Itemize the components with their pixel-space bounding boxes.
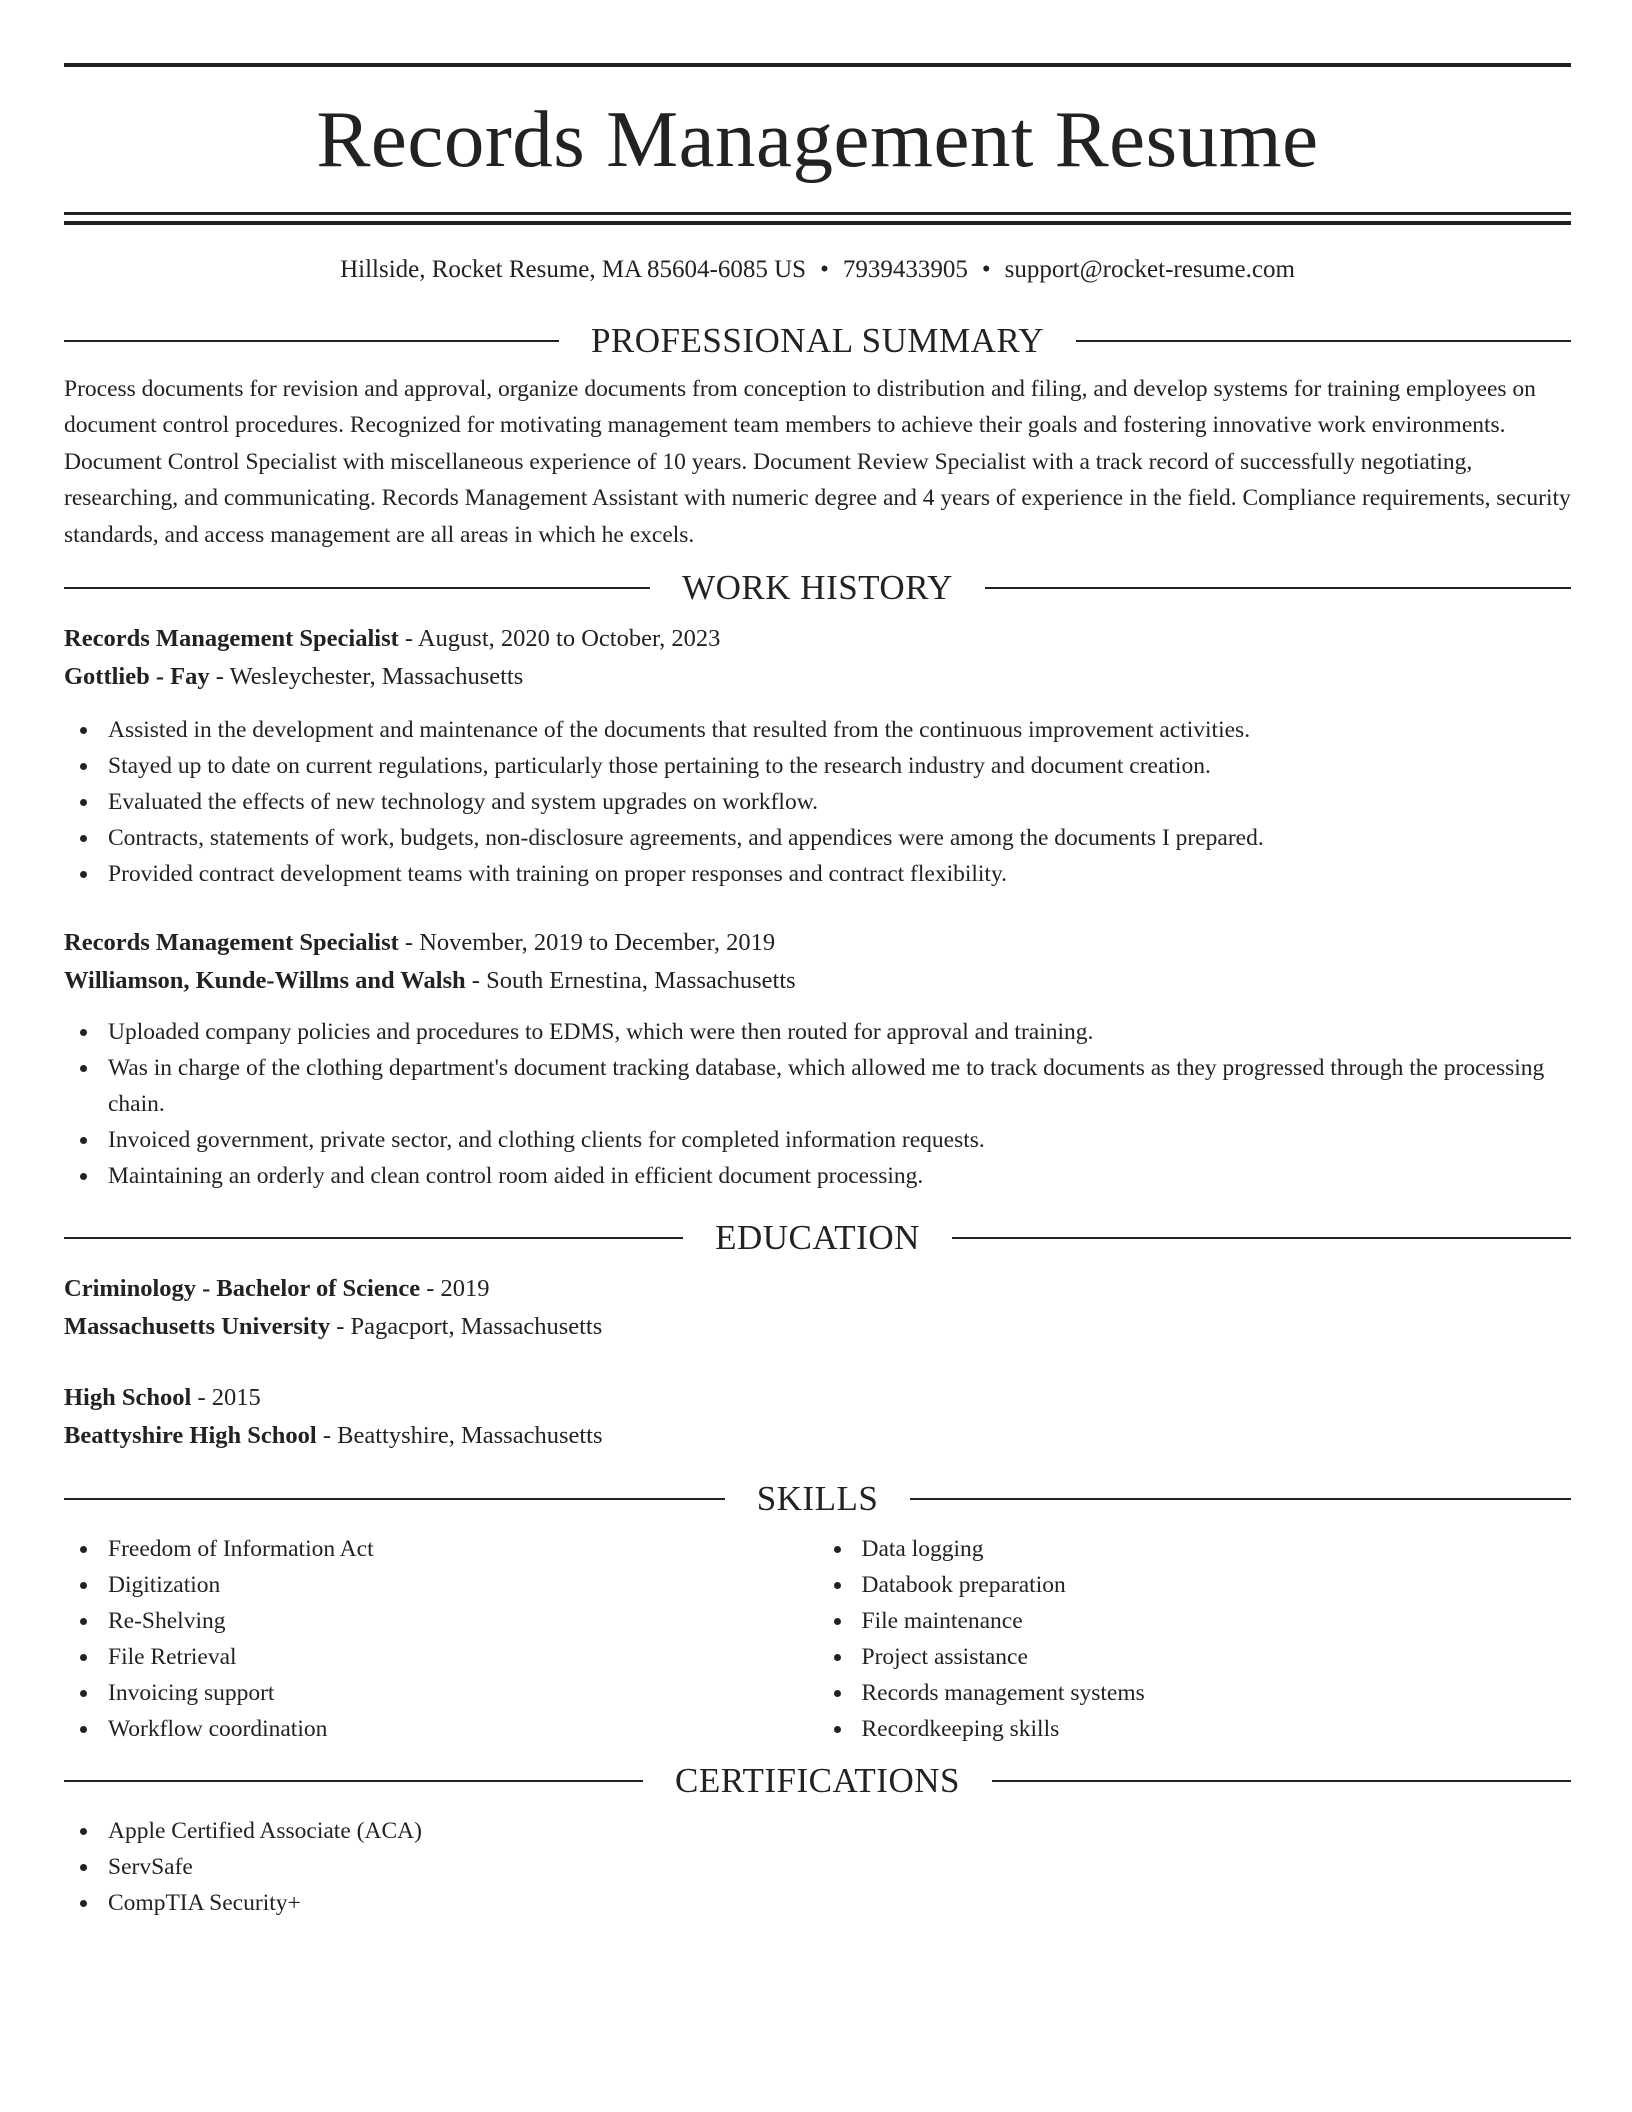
certification-item: ServSafe	[64, 1849, 1571, 1885]
skill-item: File Retrieval	[64, 1639, 818, 1675]
section-rule	[64, 587, 650, 589]
skill-item: Records management systems	[818, 1675, 1572, 1711]
job-company-line	[64, 658, 1571, 696]
education-degree-line	[64, 1379, 1571, 1417]
education-entry	[64, 1270, 1571, 1346]
education-location: - Beattyshire, Massachusetts	[316, 1422, 603, 1450]
skill-item: Digitization	[64, 1567, 818, 1603]
skills-column-right	[818, 1531, 1572, 1747]
job-dates: - November, 2019 to December, 2019	[398, 929, 776, 957]
education-degree-line	[64, 1270, 1571, 1308]
education-location: - Pagacport, Massachusetts	[330, 1313, 603, 1341]
certification-item: CompTIA Security+	[64, 1885, 1571, 1921]
section-heading-work	[64, 568, 1571, 608]
education-school-line	[64, 1417, 1571, 1455]
section-rule	[1076, 340, 1571, 342]
job-company-line	[64, 962, 1571, 1000]
skill-item: Data logging	[818, 1531, 1572, 1567]
title-double-rule	[64, 212, 1571, 225]
contact-phone[interactable]: 7939433905	[842, 256, 968, 283]
skill-item: Recordkeeping skills	[818, 1711, 1572, 1747]
skills-grid	[64, 1531, 1571, 1747]
education-school: Massachusetts University	[64, 1313, 331, 1341]
list-item: Stayed up to date on current regulations, particularly those pertaining to the research industry and document creation.	[64, 748, 1571, 784]
section-title: WORK HISTORY	[682, 568, 953, 608]
section-heading-summary	[64, 321, 1571, 361]
section-rule	[64, 1780, 643, 1782]
section-heading-certifications	[64, 1761, 1571, 1801]
job-entry	[64, 620, 1571, 892]
section-heading-education	[64, 1218, 1571, 1258]
section-rule	[64, 1237, 683, 1239]
job-bullets	[64, 712, 1571, 892]
section-title: CERTIFICATIONS	[675, 1761, 960, 1801]
certifications-list	[64, 1813, 1571, 1921]
skill-item: Workflow coordination	[64, 1711, 818, 1747]
section-rule	[910, 1498, 1571, 1500]
resume-title: Records Management Resume	[316, 94, 1319, 184]
job-title: Records Management Specialist	[64, 625, 399, 653]
job-dates: - August, 2020 to October, 2023	[398, 625, 721, 653]
list-item: Was in charge of the clothing department's document tracking database, which allowed me to track documents as they progressed through the processing chain.	[64, 1050, 1571, 1122]
section-rule	[952, 1237, 1571, 1239]
job-entry	[64, 924, 1571, 1194]
job-bullets	[64, 1014, 1571, 1194]
summary-text: Process documents for revision and approval, organize documents from conception to distribution and filing, and develop systems for training employees on document control procedures. Recognized for motivating management team members to achieve their goals and fostering innovative work environments. Document Control Specialist with miscellaneous experience of 10 years. Document Review Specialist with a track record of successfully negotiating, researching, and communicating. Records Management Assistant with numeric degree and 4 years of experience in the field. Compliance requirements, security standards, and access management are all areas in which he excels.	[64, 376, 1571, 548]
job-title-line	[64, 620, 1571, 658]
section-rule	[992, 1780, 1571, 1782]
section-rule	[985, 587, 1571, 589]
list-item: Contracts, statements of work, budgets, non-disclosure agreements, and appendices were among the documents I prepared.	[64, 820, 1571, 856]
job-company: Williamson, Kunde-Willms and Walsh	[64, 967, 466, 995]
skill-item: Databook preparation	[818, 1567, 1572, 1603]
section-heading-skills	[64, 1479, 1571, 1519]
contact-separator: •	[981, 256, 991, 283]
skill-item: Freedom of Information Act	[64, 1531, 818, 1567]
education-degree: Criminology - Bachelor of Science	[64, 1275, 421, 1303]
contact-email[interactable]: support@rocket-resume.com	[1004, 256, 1295, 283]
list-item: Assisted in the development and maintenance of the documents that resulted from the continuous improvement activities.	[64, 712, 1571, 748]
section-title: SKILLS	[756, 1479, 879, 1519]
resume-page	[64, 63, 1571, 1921]
education-year: - 2015	[191, 1384, 261, 1412]
education-degree: High School	[64, 1384, 192, 1412]
contact-separator: •	[820, 256, 829, 283]
list-item: Invoiced government, private sector, and clothing clients for completed information requests.	[64, 1122, 1571, 1158]
job-location: - South Ernestina, Massachusetts	[465, 967, 796, 995]
skills-column-left	[64, 1531, 818, 1747]
contact-line	[64, 255, 1571, 285]
contact-address: Hillside, Rocket Resume, MA 85604-6085 US	[340, 256, 807, 283]
list-item: Uploaded company policies and procedures to EDMS, which were then routed for approval and training.	[64, 1014, 1571, 1050]
top-rule	[64, 63, 1571, 67]
job-title: Records Management Specialist	[64, 929, 399, 957]
education-school-line	[64, 1308, 1571, 1346]
job-company: Gottlieb - Fay	[64, 663, 210, 691]
list-item: Maintaining an orderly and clean control room aided in efficient document processing.	[64, 1158, 1571, 1194]
section-rule	[64, 340, 559, 342]
education-school: Beattyshire High School	[64, 1422, 317, 1450]
section-rule	[64, 1498, 725, 1500]
skill-item: Re-Shelving	[64, 1603, 818, 1639]
section-title: EDUCATION	[715, 1218, 920, 1258]
section-title: PROFESSIONAL SUMMARY	[590, 321, 1045, 360]
list-item: Provided contract development teams with training on proper responses and contract flexibility.	[64, 856, 1571, 892]
job-location: - Wesleychester, Massachusetts	[209, 663, 524, 691]
job-title-line	[64, 924, 1571, 962]
list-item: Evaluated the effects of new technology and system upgrades on workflow.	[64, 784, 1571, 820]
skill-item: File maintenance	[818, 1603, 1572, 1639]
skill-item: Invoicing support	[64, 1675, 818, 1711]
certification-item: Apple Certified Associate (ACA)	[64, 1813, 1571, 1849]
skill-item: Project assistance	[818, 1639, 1572, 1675]
education-entry	[64, 1379, 1571, 1455]
education-year: - 2019	[420, 1275, 490, 1303]
